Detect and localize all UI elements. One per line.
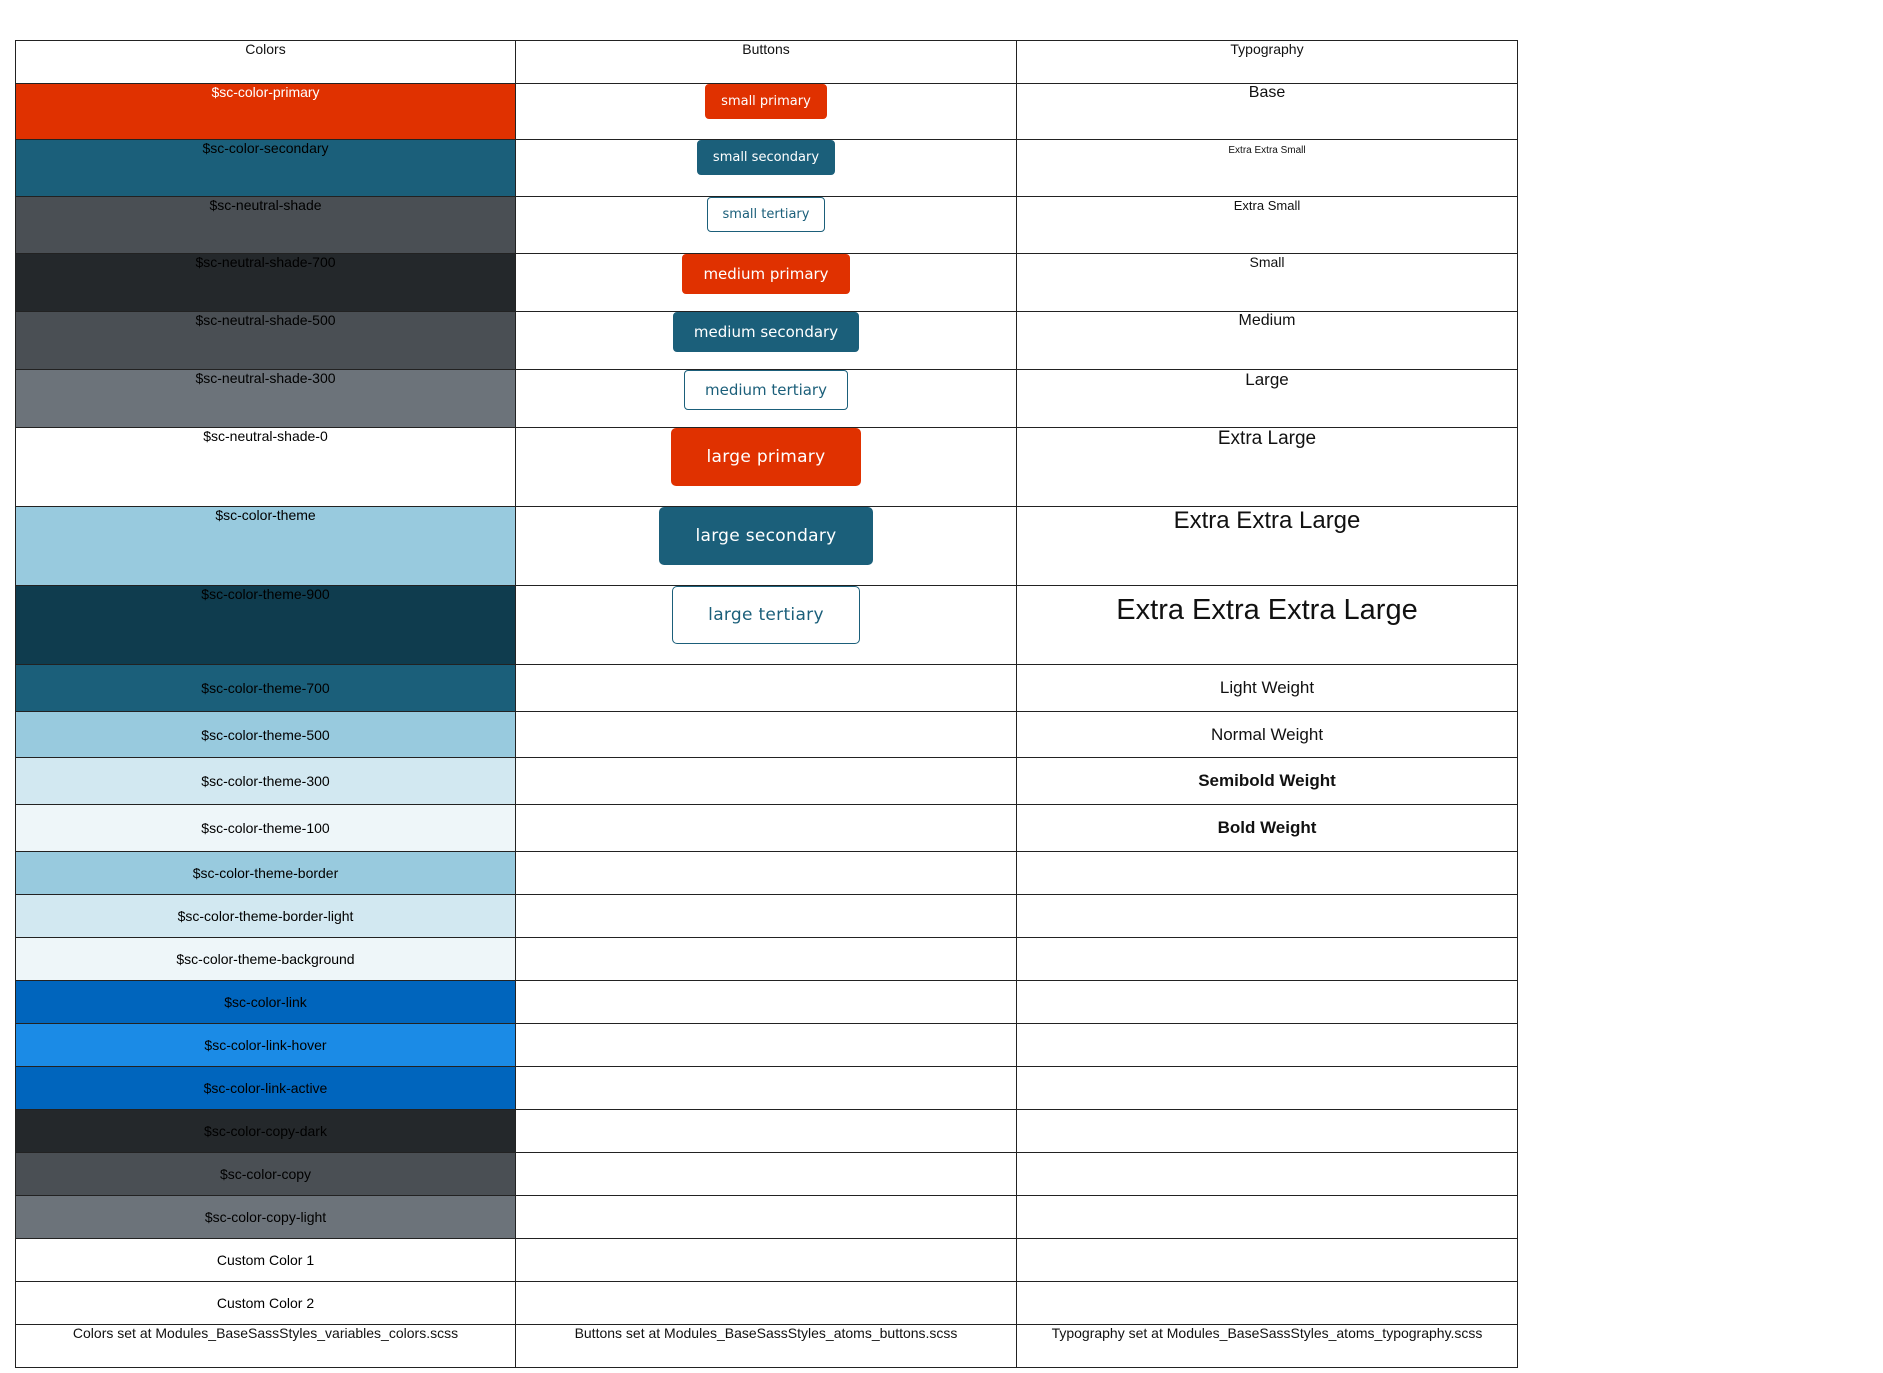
typography-cell: [1017, 938, 1518, 981]
styleguide-body: [16, 84, 1518, 1325]
button-cell: [516, 712, 1017, 758]
typography-source-note: Typography set at Modules_BaseSassStyles_atoms_typography.scss: [1017, 1325, 1518, 1368]
styleguide-table: [15, 40, 1518, 1368]
typography-cell: [1017, 1024, 1518, 1067]
button-cell: [516, 370, 1017, 428]
styleguide-row: [16, 758, 1518, 805]
color-swatch: $sc-color-theme-100: [16, 805, 516, 852]
styleguide-row: [16, 507, 1518, 586]
color-swatch: $sc-color-copy-light: [16, 1196, 516, 1239]
typography-sample-xs: Extra Small: [1233, 198, 1301, 213]
typography-sample-semibold: Semibold Weight: [1198, 771, 1336, 790]
styleguide-row: [16, 1196, 1518, 1239]
typography-sample-light: Light Weight: [1219, 678, 1315, 697]
color-swatch: $sc-color-copy-dark: [16, 1110, 516, 1153]
medium-primary-button[interactable]: medium primary: [682, 254, 849, 294]
typography-cell: [1017, 665, 1518, 712]
header-row: [16, 41, 1518, 84]
color-swatch: $sc-neutral-shade: [16, 197, 516, 254]
color-swatch: $sc-color-theme-500: [16, 712, 516, 758]
typography-cell: [1017, 428, 1518, 507]
button-cell: [516, 1110, 1017, 1153]
typography-sample-bold: Bold Weight: [1217, 818, 1317, 837]
typography-cell: [1017, 895, 1518, 938]
typography-sample-base: Base: [1248, 84, 1286, 101]
large-primary-button[interactable]: large primary: [671, 428, 862, 486]
typography-cell: [1017, 1153, 1518, 1196]
button-cell: [516, 507, 1017, 586]
styleguide-row: [16, 197, 1518, 254]
color-swatch: $sc-color-theme-300: [16, 758, 516, 805]
button-cell: [516, 428, 1017, 507]
typography-cell: [1017, 254, 1518, 312]
typography-cell: [1017, 370, 1518, 428]
button-cell: [516, 758, 1017, 805]
button-cell: [516, 981, 1017, 1024]
button-cell: [516, 805, 1017, 852]
typography-cell: [1017, 507, 1518, 586]
typography-cell: [1017, 140, 1518, 197]
color-swatch: $sc-color-copy: [16, 1153, 516, 1196]
styleguide-row: [16, 370, 1518, 428]
small-secondary-button[interactable]: small secondary: [697, 140, 835, 175]
typography-sample-xxs: Extra Extra Small: [1228, 145, 1306, 156]
color-swatch: $sc-color-theme-border: [16, 852, 516, 895]
styleguide-row: [16, 852, 1518, 895]
button-cell: [516, 938, 1017, 981]
color-swatch: $sc-color-theme-background: [16, 938, 516, 981]
typography-sample-l: Large: [1245, 370, 1289, 389]
color-swatch: $sc-color-link-hover: [16, 1024, 516, 1067]
button-cell: [516, 1153, 1017, 1196]
medium-tertiary-button[interactable]: medium tertiary: [684, 370, 848, 410]
typography-cell: [1017, 586, 1518, 665]
typography-column-header: Typography: [1017, 41, 1518, 84]
large-tertiary-button[interactable]: large tertiary: [672, 586, 860, 644]
styleguide-row: [16, 938, 1518, 981]
typography-sample-xxxl: Extra Extra Extra Large: [1116, 594, 1418, 626]
button-cell: [516, 1196, 1017, 1239]
color-swatch: $sc-color-theme-700: [16, 665, 516, 712]
color-swatch: $sc-color-link: [16, 981, 516, 1024]
styleguide-row: [16, 84, 1518, 140]
styleguide-row: [16, 1153, 1518, 1196]
color-swatch: $sc-color-theme-border-light: [16, 895, 516, 938]
styleguide-row: [16, 1067, 1518, 1110]
color-swatch: $sc-color-primary: [16, 84, 516, 140]
styleguide-row: [16, 312, 1518, 370]
colors-source-note: Colors set at Modules_BaseSassStyles_variables_colors.scss: [16, 1325, 516, 1368]
typography-cell: [1017, 981, 1518, 1024]
color-swatch: $sc-color-theme: [16, 507, 516, 586]
styleguide-row: [16, 1024, 1518, 1067]
small-tertiary-button[interactable]: small tertiary: [707, 197, 826, 232]
typography-cell: [1017, 758, 1518, 805]
styleguide-row: [16, 1110, 1518, 1153]
color-swatch: $sc-neutral-shade-300: [16, 370, 516, 428]
small-primary-button[interactable]: small primary: [705, 84, 827, 119]
medium-secondary-button[interactable]: medium secondary: [673, 312, 859, 352]
typography-cell: [1017, 197, 1518, 254]
color-swatch: $sc-neutral-shade-500: [16, 312, 516, 370]
typography-sample-normal: Normal Weight: [1210, 724, 1324, 744]
color-swatch: Custom Color 2: [16, 1282, 516, 1325]
button-cell: [516, 84, 1017, 140]
typography-cell: [1017, 1282, 1518, 1325]
colors-column-header: Colors: [16, 41, 516, 84]
button-cell: [516, 1282, 1017, 1325]
typography-sample-xxl: Extra Extra Large: [1173, 507, 1361, 534]
button-cell: [516, 586, 1017, 665]
color-swatch: Custom Color 1: [16, 1239, 516, 1282]
styleguide-row: [16, 254, 1518, 312]
buttons-column-header: Buttons: [516, 41, 1017, 84]
typography-cell: [1017, 1067, 1518, 1110]
button-cell: [516, 1067, 1017, 1110]
typography-sample-s: Small: [1249, 254, 1285, 270]
styleguide-row: [16, 140, 1518, 197]
button-cell: [516, 254, 1017, 312]
styleguide-row: [16, 805, 1518, 852]
styleguide-row: [16, 428, 1518, 507]
typography-cell: [1017, 1110, 1518, 1153]
button-cell: [516, 1239, 1017, 1282]
color-swatch: $sc-color-secondary: [16, 140, 516, 197]
button-cell: [516, 852, 1017, 895]
button-cell: [516, 665, 1017, 712]
typography-cell: [1017, 1239, 1518, 1282]
color-swatch: $sc-neutral-shade-700: [16, 254, 516, 312]
button-cell: [516, 197, 1017, 254]
typography-cell: [1017, 1196, 1518, 1239]
styleguide-row: [16, 895, 1518, 938]
button-cell: [516, 1024, 1017, 1067]
styleguide-row: [16, 981, 1518, 1024]
typography-sample-m: Medium: [1238, 312, 1296, 329]
styleguide-row: [16, 712, 1518, 758]
buttons-source-note: Buttons set at Modules_BaseSassStyles_atoms_buttons.scss: [516, 1325, 1017, 1368]
color-swatch: $sc-color-theme-900: [16, 586, 516, 665]
button-cell: [516, 140, 1017, 197]
styleguide-row: [16, 665, 1518, 712]
styleguide-row: [16, 1239, 1518, 1282]
typography-cell: [1017, 84, 1518, 140]
button-cell: [516, 895, 1017, 938]
typography-cell: [1017, 712, 1518, 758]
typography-sample-xl: Extra Large: [1217, 428, 1317, 449]
color-swatch: $sc-color-link-active: [16, 1067, 516, 1110]
typography-cell: [1017, 805, 1518, 852]
large-secondary-button[interactable]: large secondary: [659, 507, 872, 565]
styleguide-row: [16, 586, 1518, 665]
typography-cell: [1017, 312, 1518, 370]
styleguide-row: [16, 1282, 1518, 1325]
typography-cell: [1017, 852, 1518, 895]
color-swatch: $sc-neutral-shade-0: [16, 428, 516, 507]
button-cell: [516, 312, 1017, 370]
footer-row: [16, 1325, 1518, 1368]
